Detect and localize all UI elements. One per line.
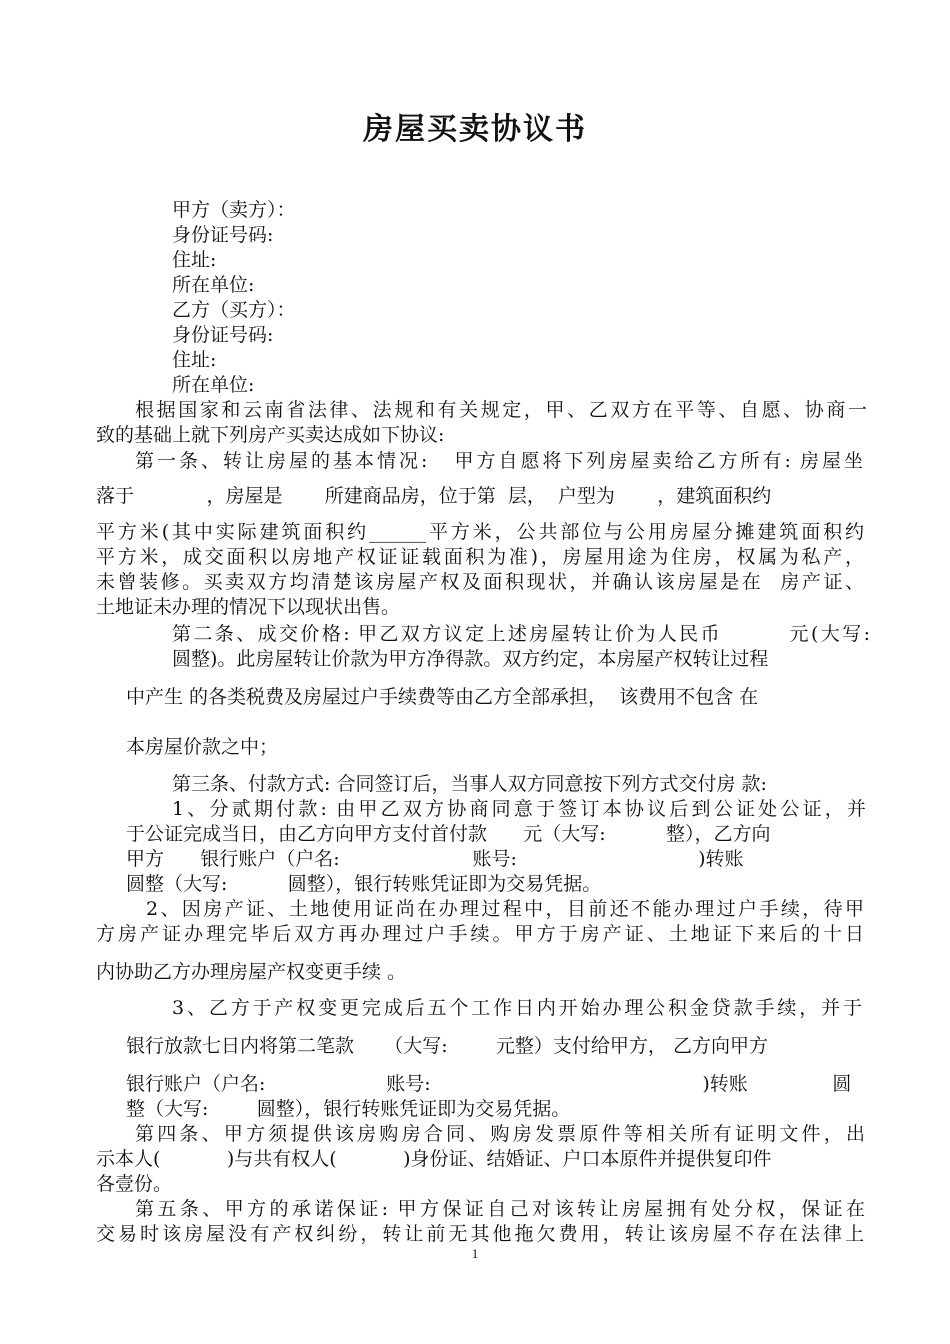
preamble-line: 致的基础上就下列房产买卖达成如下协议: xyxy=(96,424,445,446)
article-5-line: 交易时该房屋没有产权纠纷，转让前无其他拖欠费用，转让该房屋不存在法律上 xyxy=(96,1223,864,1245)
article-1-line: 平方米(其中实际建筑面积约______平方米，公共部位与公用房屋分摊建筑面积约 xyxy=(96,521,864,543)
buyer-id-label: 身份证号码: xyxy=(172,324,274,346)
article-3-line: 于公证完成当日，由乙方向甲方支付首付款 元（大写: 整），乙方向 xyxy=(126,823,771,845)
article-4-line: 示本人( )与共有权人( )身份证、结婚证、户口本原件并提供复印件 xyxy=(96,1148,772,1170)
article-3-line: 方房产证办理完毕后双方再办理过户手续。甲方于房产证、土地证下来后的十日 xyxy=(96,923,864,945)
seller-id-label: 身份证号码: xyxy=(172,224,274,246)
article-4-line: 各壹份。 xyxy=(96,1173,173,1195)
buyer-label: 乙方（买方）： xyxy=(172,299,296,321)
article-1-line: 土地证未办理的情况下以现状出售。 xyxy=(96,596,401,618)
article-1-line: 平方米，成交面积以房地产权证证载面积为准)，房屋用途为住房，权属为私产， xyxy=(96,546,864,568)
article-3-line: 整（大写: 圆整），银行转账凭证即为交易凭据。 xyxy=(126,1098,571,1120)
article-3-line: 1、分贰期付款: 由甲乙双方协商同意于签订本协议后到公证处公证，并 xyxy=(172,798,866,820)
article-2-line: 第二条、成交价格: 甲乙双方议定上述房屋转让价为人民币 元(大写: xyxy=(172,623,870,645)
article-5-line: 第五条、甲方的承诺保证: 甲方保证自己对该转让房屋拥有处分权，保证在 xyxy=(135,1198,865,1220)
seller-label: 甲方（卖方）： xyxy=(172,199,296,221)
article-2-line: 圆整)。此房屋转让价款为甲方净得款。双方约定，本房屋产权转让过程 xyxy=(172,648,769,670)
article-1-line: 落于 ，房屋是 所建商品房，位于第 层， 户型为 ，建筑面积约 xyxy=(96,485,772,507)
article-3-line: 2、因房产证、土地使用证尚在办理过程中，目前还不能办理过户手续，待甲 xyxy=(146,898,864,920)
page-number: 1 xyxy=(471,1246,479,1261)
document-title: 房屋买卖协议书 xyxy=(363,112,587,147)
article-3-line: 3、乙方于产权变更完成后五个工作日内开始办理公积金贷款手续，并于 xyxy=(172,997,862,1019)
article-3-line: 甲方 银行账户（户名: 账号: )转账 xyxy=(126,848,744,870)
article-3-line: 内协助乙方办理房屋产权变更手续 。 xyxy=(96,961,407,983)
preamble-line: 根据国家和云南省法律、法规和有关规定，甲、乙双方在平等、自愿、协商一 xyxy=(135,399,867,421)
article-2-line: 本房屋价款之中； xyxy=(126,736,279,758)
seller-employer-label: 所在单位: xyxy=(172,274,255,296)
article-3-line: 圆整（大写: 圆整），银行转账凭证即为交易凭据。 xyxy=(126,873,602,895)
buyer-employer-label: 所在单位: xyxy=(172,374,255,396)
article-2-line: 中产生 的各类税费及房屋过户手续费等由乙方全部承担， 该费用不包含 在 xyxy=(126,686,759,708)
article-3-line: 第三条、付款方式: 合同签订后，当事人双方同意按下列方式交付房 款: xyxy=(172,773,767,795)
buyer-address-label: 住址: xyxy=(172,349,217,371)
article-3-line: 银行账户（户名: 账号: )转账 圆 xyxy=(126,1073,852,1095)
seller-address-label: 住址: xyxy=(172,249,217,271)
article-1-line: 未曾装修。买卖双方均清楚该房屋产权及面积现状，并确认该房屋是在 房产证、 xyxy=(96,571,864,593)
article-1-line: 第一条、转让房屋的基本情况: 甲方自愿将下列房屋卖给乙方所有: 房屋坐 xyxy=(135,450,863,472)
article-4-line: 第四条、甲方须提供该房购房合同、购房发票原件等相关所有证明文件，出 xyxy=(135,1123,865,1145)
article-3-line: 银行放款七日内将第二笔款 （大写: 元整）支付给甲方， 乙方向甲方 xyxy=(126,1035,768,1057)
